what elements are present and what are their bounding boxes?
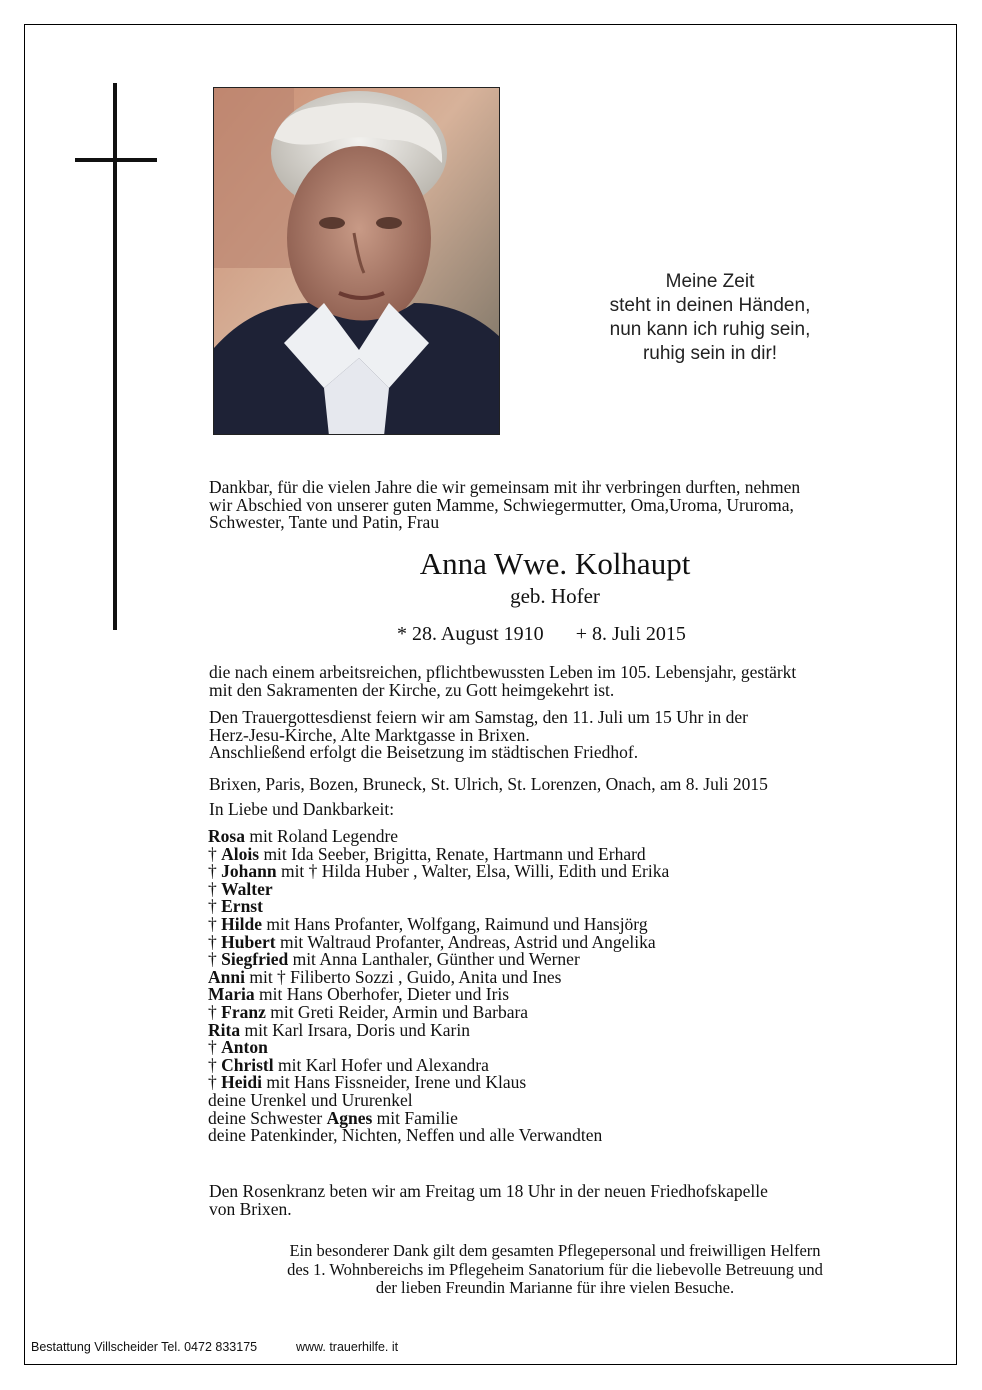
mourner-line xyxy=(208,1019,669,1040)
verse xyxy=(560,270,860,366)
mourner-prefix: † xyxy=(208,913,222,934)
mourner-family: mit Familie xyxy=(372,1107,458,1128)
mourner-family: mit † Filiberto Sozzi , Guido, Anita und Ines xyxy=(244,966,562,987)
mourner-prefix: † xyxy=(208,949,222,970)
paragraph-line: von Brixen. xyxy=(209,1198,292,1219)
paragraph-line: Herz-Jesu-Kirche, Alte Marktgasse in Brixen. xyxy=(209,724,530,745)
mourner-name: Ernst xyxy=(221,896,263,917)
thanks-text xyxy=(200,1242,910,1298)
mourner-name: Agnes xyxy=(326,1107,373,1128)
birth-name: geb. Hofer xyxy=(510,584,600,608)
mourner-family: mit Anna Lanthaler, Günther und Werner xyxy=(288,949,580,970)
mourner-name: Siegfried xyxy=(221,949,289,970)
paragraph-line: Den Trauergottesdienst feiern wir am Samstag, den 11. Juli um 15 Uhr in der xyxy=(209,707,749,727)
mourner-line xyxy=(208,1127,669,1145)
place-date xyxy=(209,776,768,794)
mourner-prefix: † xyxy=(208,1001,222,1022)
mourner-name: Hubert xyxy=(221,931,276,952)
thanks-line: der lieben Freundin Marianne für ihre vielen Besuche. xyxy=(375,1278,735,1297)
mourner-family: mit Roland Legendre xyxy=(244,826,399,846)
mourner-prefix: † xyxy=(208,931,222,952)
mourner-name: Alois xyxy=(221,843,260,864)
mourner-prefix: † xyxy=(208,878,222,899)
portrait-photo xyxy=(213,87,500,435)
intro-line: Schwester, Tante und Patin, Frau xyxy=(209,512,440,533)
rosary-text xyxy=(209,1183,768,1218)
thanks-line: Ein besonderer Dank gilt dem gesamten Pflegepersonal und freiwilligen Helfern xyxy=(289,1241,821,1260)
mourner-prefix: † xyxy=(208,896,222,917)
intro-line: Dankbar, für die vielen Jahre die wir gemeinsam mit ihr verbringen durften, nehmen xyxy=(209,477,801,497)
mourner-name: Hilde xyxy=(221,913,262,934)
mourner-name: Christl xyxy=(221,1054,274,1075)
mourner-name: Walter xyxy=(221,878,273,899)
mourner-name: Anni xyxy=(208,966,245,987)
mourner-name: Rosa xyxy=(208,826,245,846)
mourner-name: Rita xyxy=(208,1019,241,1040)
mourner-name: Franz xyxy=(221,1001,266,1022)
cross-icon xyxy=(113,83,117,630)
mourner-prefix: † xyxy=(208,1054,222,1075)
mourner-family: mit Greti Reider, Armin und Barbara xyxy=(265,1001,529,1022)
thanks-line: des 1. Wohnbereichs im Pflegeheim Sanatorium für die liebevolle Betreuung und xyxy=(287,1259,823,1279)
mourner-family: mit Hans Oberhofer, Dieter und Iris xyxy=(254,984,510,1005)
intro-line: wir Abschied von unserer guten Mamme, Schwiegermutter, Oma,Uroma, Ururoma, xyxy=(209,494,794,515)
mourner-family: mit Waltraud Profanter, Andreas, Astrid und Angelika xyxy=(275,931,656,952)
website-link[interactable]: www. trauerhilfe. it xyxy=(296,1340,399,1354)
death-date: + 8. Juli 2015 xyxy=(575,623,686,645)
verse-line: ruhig sein in dir! xyxy=(642,343,778,364)
mourner-prefix: † xyxy=(208,861,222,882)
paragraph-line: die nach einem arbeitsreichen, pflichtbewussten Leben im 105. Lebensjahr, gestärkt xyxy=(209,662,797,682)
cross-icon-bar xyxy=(75,158,157,162)
mourner-name: Johann xyxy=(221,861,277,882)
deceased-name: Anna Wwe. Kolhaupt xyxy=(419,546,691,581)
undertaker-info: Bestattung Villscheider Tel. 0472 833175 xyxy=(31,1340,258,1354)
intro-text xyxy=(209,479,889,532)
paragraph-line: Anschließend erfolgt die Beisetzung im städtischen Friedhof. xyxy=(209,742,639,763)
paragraph-line: Den Rosenkranz beten wir am Freitag um 18 Uhr in der neuen Friedhofskapelle xyxy=(209,1181,768,1201)
mourner-family: mit Hans Profanter, Wolfgang, Raimund und Hansjörg xyxy=(261,913,648,934)
mourner-family: mit † Hilda Huber , Walter, Elsa, Willi, Edith und Erika xyxy=(276,861,670,882)
mourner-line xyxy=(208,878,669,899)
mourner-prefix: deine Urenkel und Ururenkel xyxy=(208,1089,413,1110)
mourner-family: mit Karl Hofer und Alexandra xyxy=(273,1054,489,1075)
verse-line: steht in deinen Händen, xyxy=(609,295,811,316)
mourner-prefix: deine Schwester xyxy=(208,1107,327,1128)
closing xyxy=(209,801,394,819)
place-date-line: Brixen, Paris, Bozen, Bruneck, St. Ulrich, St. Lorenzen, Onach, am 8. Juli 2015 xyxy=(209,774,768,794)
mourner-family: mit Ida Seeber, Brigitta, Renate, Hartmann und Erhard xyxy=(259,843,646,864)
mourner-family: mit Karl Irsara, Doris und Karin xyxy=(240,1019,470,1040)
closing-line: In Liebe und Dankbarkeit: xyxy=(209,799,395,819)
mourner-name: Anton xyxy=(221,1037,268,1058)
paragraph-death xyxy=(209,664,796,699)
paragraph-funeral xyxy=(209,709,748,762)
mourner-name: Heidi xyxy=(221,1072,262,1093)
mourner-prefix: † xyxy=(208,1037,222,1058)
life-dates xyxy=(397,623,686,646)
verse-line: nun kann ich ruhig sein, xyxy=(609,319,811,340)
mourner-prefix: deine Patenkinder, Nichten, Neffen und alle Verwandten xyxy=(208,1125,603,1146)
mourners-list xyxy=(208,828,669,1145)
mourner-prefix: † xyxy=(208,843,222,864)
mourner-prefix: † xyxy=(208,1072,222,1093)
mourner-name: Maria xyxy=(208,984,255,1005)
birth-date: * 28. August 1910 xyxy=(397,623,544,645)
paragraph-line: mit den Sakramenten der Kirche, zu Gott heimgekehrt ist. xyxy=(209,679,615,700)
verse-line: Meine Zeit xyxy=(665,271,755,292)
mourner-line xyxy=(208,863,669,881)
mourner-family: mit Hans Fissneider, Irene und Klaus xyxy=(261,1072,527,1093)
